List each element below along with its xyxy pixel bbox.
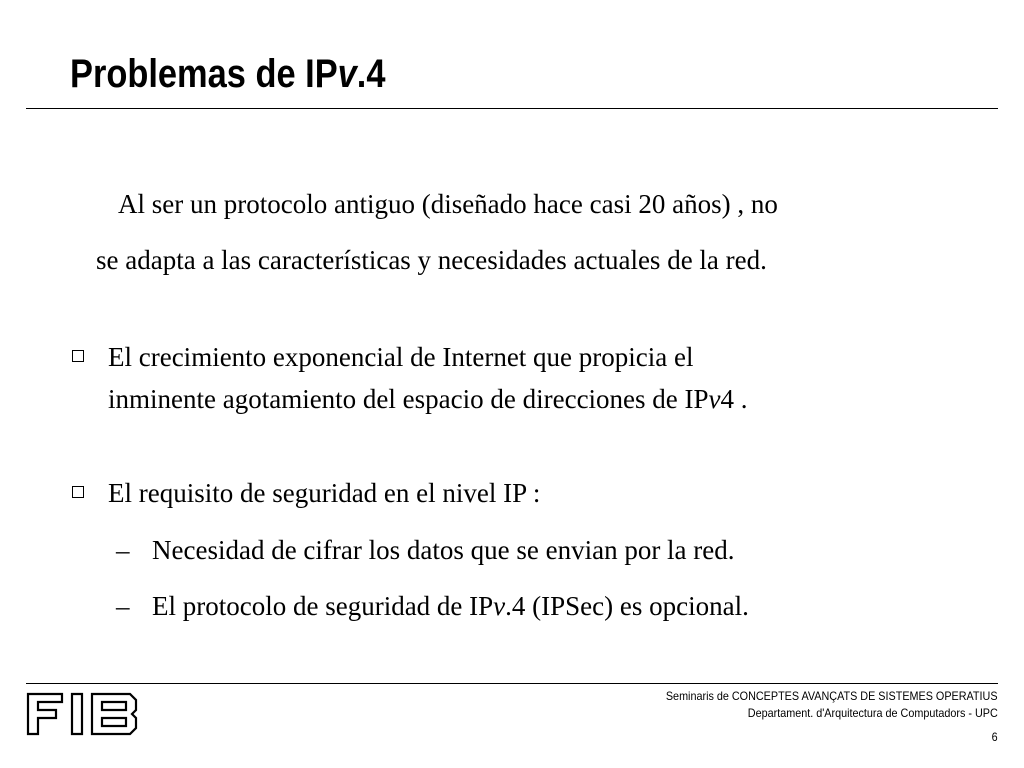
bullet-2-line-1: El requisito de seguridad en el nivel IP : [108,478,541,508]
title-version-italic: v [337,52,357,96]
square-bullet-icon [72,486,84,498]
title-divider [26,108,998,109]
subitem-1-text: Necesidad de cifrar los datos que se envian por la red. [152,535,735,565]
bullet-1-line-1: El crecimiento exponencial de Internet que propicia el [108,342,694,372]
subitem-2-prefix: El protocolo de seguridad de IP [152,591,494,621]
bullet-1-line-2 [108,378,748,420]
subitem-encrypt [116,530,735,570]
slide-title [70,50,385,98]
fib-logo-graphic [26,690,140,738]
footer-seminar-line: Seminaris de CONCEPTES AVANÇATS DE SISTEMES OPERATIUS [666,689,998,703]
subitem-2-suffix: .4 (IPSec) es opcional. [505,591,749,621]
title-suffix: .4 [356,52,386,96]
intro-line-1: Al ser un protocolo antiguo (diseñado hace casi 20 años) , no [118,189,778,219]
bullet-1-version-italic: v [708,384,721,414]
footer-department-line: Departament. d'Arquitectura de Computadors - UPC [748,706,998,720]
page-number: 6 [991,730,998,744]
footer-divider [26,683,998,684]
bullet-1-line-2-suffix: 4 . [720,384,748,414]
dash-marker: – [116,591,130,621]
square-bullet-icon [72,350,84,362]
fib-logo [26,690,140,743]
bullet-1-line-2-prefix: inminente agotamiento del espacio de direcciones de IP [108,384,709,414]
intro-line-2: se adapta a las características y necesidades actuales de la red. [96,245,767,275]
dash-marker: – [116,535,130,565]
subitem-ipsec [116,586,749,626]
subitem-2-version-italic: v [493,591,506,621]
title-prefix: Problemas de IP [70,52,338,96]
intro-paragraph [96,176,966,288]
